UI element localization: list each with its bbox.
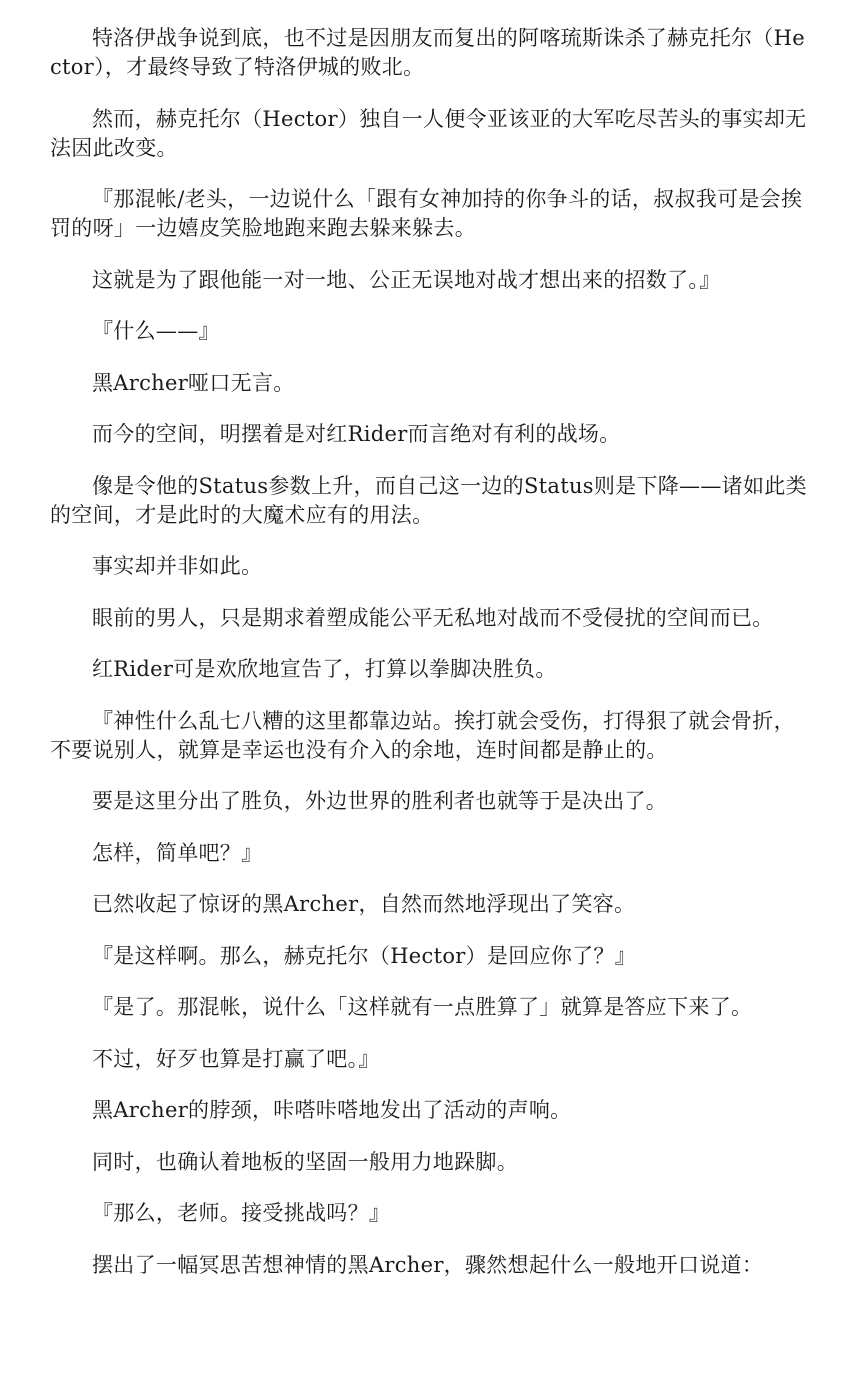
paragraph: 黑Archer哑口无言。: [92, 370, 295, 395]
paragraph: 『神性什么乱七八糟的这里都靠边站。挨打就会受伤，打得狠了就会骨折，不要说别人，就算是幸运也没有介入的余地，连时间都是静止的。: [50, 708, 795, 762]
paragraph: 『那混帐/老头，一边说什么「跟有女神加持的你争斗的话，叔叔我可是会挨罚的呀」一边嬉皮笑脸地跑来跑去躲来躲去。: [50, 187, 803, 240]
paragraph: 『是这样啊。那么，赫克托尔（Hector）是回应你了？』: [92, 943, 637, 968]
paragraph: 而今的空间，明摆着是对红Rider而言绝对有利的战场。: [92, 422, 621, 446]
paragraph: 『那么，老师。接受挑战吗？』: [92, 1201, 391, 1225]
paragraph: 然而，赫克托尔（Hector）独自一人便令亚该亚的大军吃尽苦头的事实却无法因此改变。: [50, 106, 807, 160]
paragraph: 黑Archer的脖颈，咔嗒咔嗒地发出了活动的声响。: [92, 1098, 572, 1122]
paragraph: 已然收起了惊讶的黑Archer，自然而然地浮现出了笑容。: [92, 892, 636, 916]
paragraph: 眼前的男人，只是期求着塑成能公平无私地对战而不受侵扰的空间而已。: [92, 605, 774, 630]
paragraph: 特洛伊战争说到底，也不过是因朋友而复出的阿喀琉斯诛杀了赫克托尔（Hector），才最终导致了特洛伊城的败北。: [50, 26, 805, 79]
paragraph: 红Rider可是欢欣地宣告了，打算以拳脚决胜负。: [92, 657, 557, 681]
paragraph: 摆出了一幅冥思苦想神情的黑Archer，骤然想起什么一般地开口说道：: [92, 1252, 764, 1277]
paragraph: 『什么——』: [92, 319, 220, 343]
paragraph: 事实却并非如此。: [92, 554, 263, 578]
paragraph: 『是了。那混帐，说什么「这样就有一点胜算了」就算是答应下来了。: [92, 995, 753, 1019]
paragraph: 怎样，简单吧？』: [92, 840, 263, 865]
paragraph: 同时，也确认着地板的坚固一般用力地跺脚。: [92, 1149, 518, 1174]
paragraph: 这就是为了跟他能一对一地、公正无误地对战才想出来的招数了。』: [92, 267, 721, 292]
paragraph: 像是令他的Status参数上升，而自己这一边的Status则是下降——诸如此类的空间，才是此时的大魔术应有的用法。: [50, 473, 807, 527]
paragraph: 要是这里分出了胜负，外边世界的胜利者也就等于是决出了。: [92, 789, 668, 813]
document-page: [50, 24, 810, 1302]
paragraph: 不过，好歹也算是打赢了吧。』: [92, 1046, 380, 1071]
